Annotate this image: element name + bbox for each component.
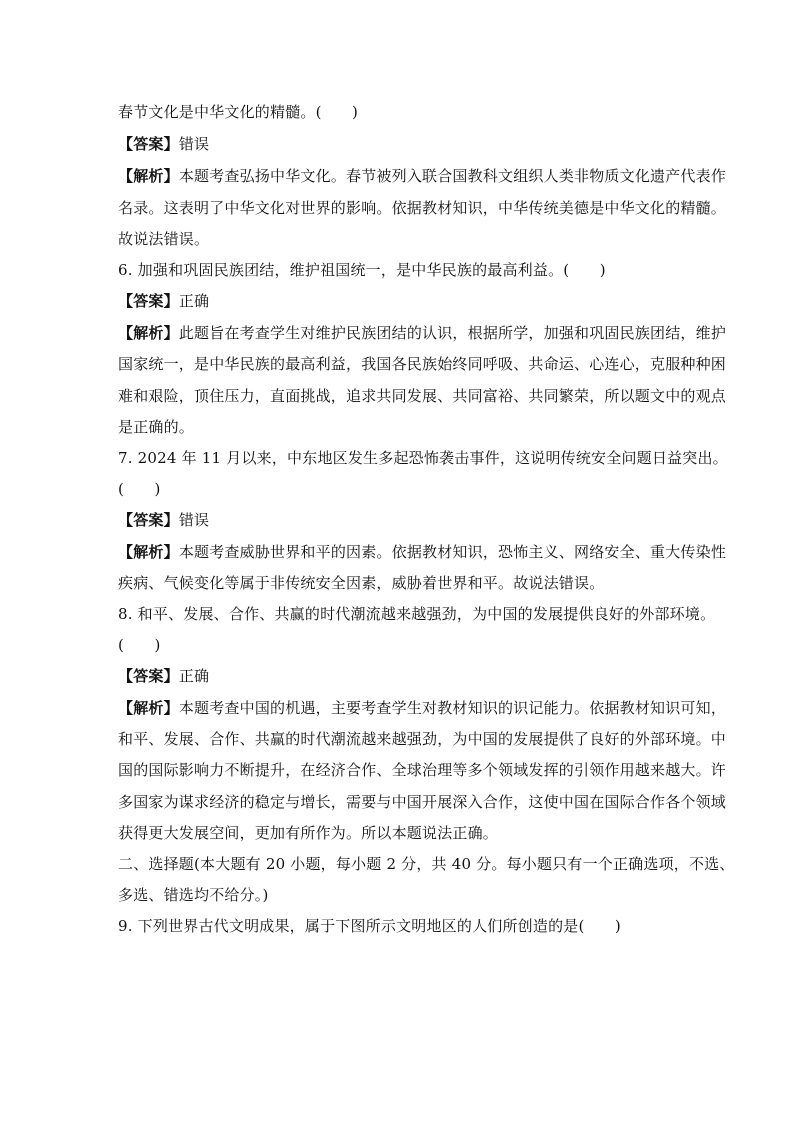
analysis-text: 本题考查弘扬中华文化。春节被列入联合国教科文组织人类非物质文化遗产代表作 — [178, 167, 727, 185]
answer-value: 错误 — [178, 511, 210, 529]
analysis-label: 【解析】 — [118, 324, 179, 342]
question-7-parens: ( ) — [118, 480, 161, 498]
answer-line — [118, 291, 209, 311]
answer-line — [118, 510, 209, 530]
section-heading: 二、选择题(本大题有 20 小题，每小题 2 分，共 40 分。每小题只有一个正确选项，不选、 — [118, 855, 735, 873]
analysis-line: 是正确的。 — [118, 418, 195, 436]
analysis-text: 本题考查威胁世界和平的因素。依据教材知识，恐怖主义、网络安全、重大传染性 — [178, 543, 727, 561]
analysis-text: 此题旨在考查学生对维护民族团结的认识，根据所学，加强和巩固民族团结，维护 — [178, 324, 727, 342]
analysis-text: 本题考查中国的机遇，主要考查学生对教材知识的识记能力。依据教材知识可知， — [178, 699, 727, 717]
question-8-parens: ( ) — [118, 636, 161, 654]
answer-label: 【答案】 — [118, 511, 179, 529]
analysis-line: 多国家为谋求经济的稳定与增长，需要与中国开展深入合作，这使中国在国际合作各个领域 — [118, 793, 727, 811]
analysis-label: 【解析】 — [118, 699, 179, 717]
analysis-line — [118, 542, 726, 562]
analysis-label: 【解析】 — [118, 167, 179, 185]
answer-value: 错误 — [178, 135, 210, 153]
statement-line: 春节文化是中华文化的精髓。( ) — [118, 103, 359, 121]
analysis-line: 故说法错误。 — [118, 230, 210, 248]
answer-line — [118, 134, 209, 154]
answer-value: 正确 — [178, 292, 210, 310]
answer-label: 【答案】 — [118, 135, 179, 153]
analysis-line — [118, 166, 726, 186]
answer-value: 正确 — [178, 667, 210, 685]
answer-label: 【答案】 — [118, 667, 179, 685]
analysis-line: 名录。这表明了中华文化对世界的影响。依据教材知识，中华传统美德是中华文化的精髓。 — [118, 199, 727, 217]
analysis-line: 和平、发展、合作、共赢的时代潮流越来越强劲，为中国的发展提供了良好的外部环境。中 — [118, 730, 727, 748]
analysis-line: 获得更大发展空间，更加有所作为。所以本题说法正确。 — [118, 824, 499, 842]
analysis-line: 国家统一，是中华民族的最高利益，我国各民族始终同呼吸、共命运、心连心，克服种种困 — [118, 355, 727, 373]
analysis-line: 疾病、气候变化等属于非传统安全因素，威胁着世界和平。故说法错误。 — [118, 574, 605, 592]
answer-label: 【答案】 — [118, 292, 179, 310]
analysis-line: 国的国际影响力不断提升，在经济合作、全球治理等多个领域发挥的引领作用越来越大。许 — [118, 761, 727, 779]
question-8: 8. 和平、发展、合作、共赢的时代潮流越来越强劲，为中国的发展提供良好的外部环境。 — [118, 605, 716, 623]
analysis-line — [118, 323, 726, 343]
section-heading-cont: 多选、错选均不给分。) — [118, 886, 269, 904]
question-9: 9. 下列世界古代文明成果，属于下图所示文明地区的人们所创造的是( ) — [118, 917, 621, 935]
question-7: 7. 2024 年 11 月以来，中东地区发生多起恐怖袭击事件，这说明传统安全问题日益突出。 — [118, 449, 728, 467]
analysis-label: 【解析】 — [118, 543, 179, 561]
analysis-line — [118, 698, 726, 718]
question-6: 6. 加强和巩固民族团结，维护祖国统一，是中华民族的最高利益。( ) — [118, 261, 606, 279]
answer-line — [118, 666, 209, 686]
analysis-line: 难和艰险，顶住压力，直面挑战，追求共同发展、共同富裕、共同繁荣，所以题文中的观点 — [118, 387, 727, 405]
